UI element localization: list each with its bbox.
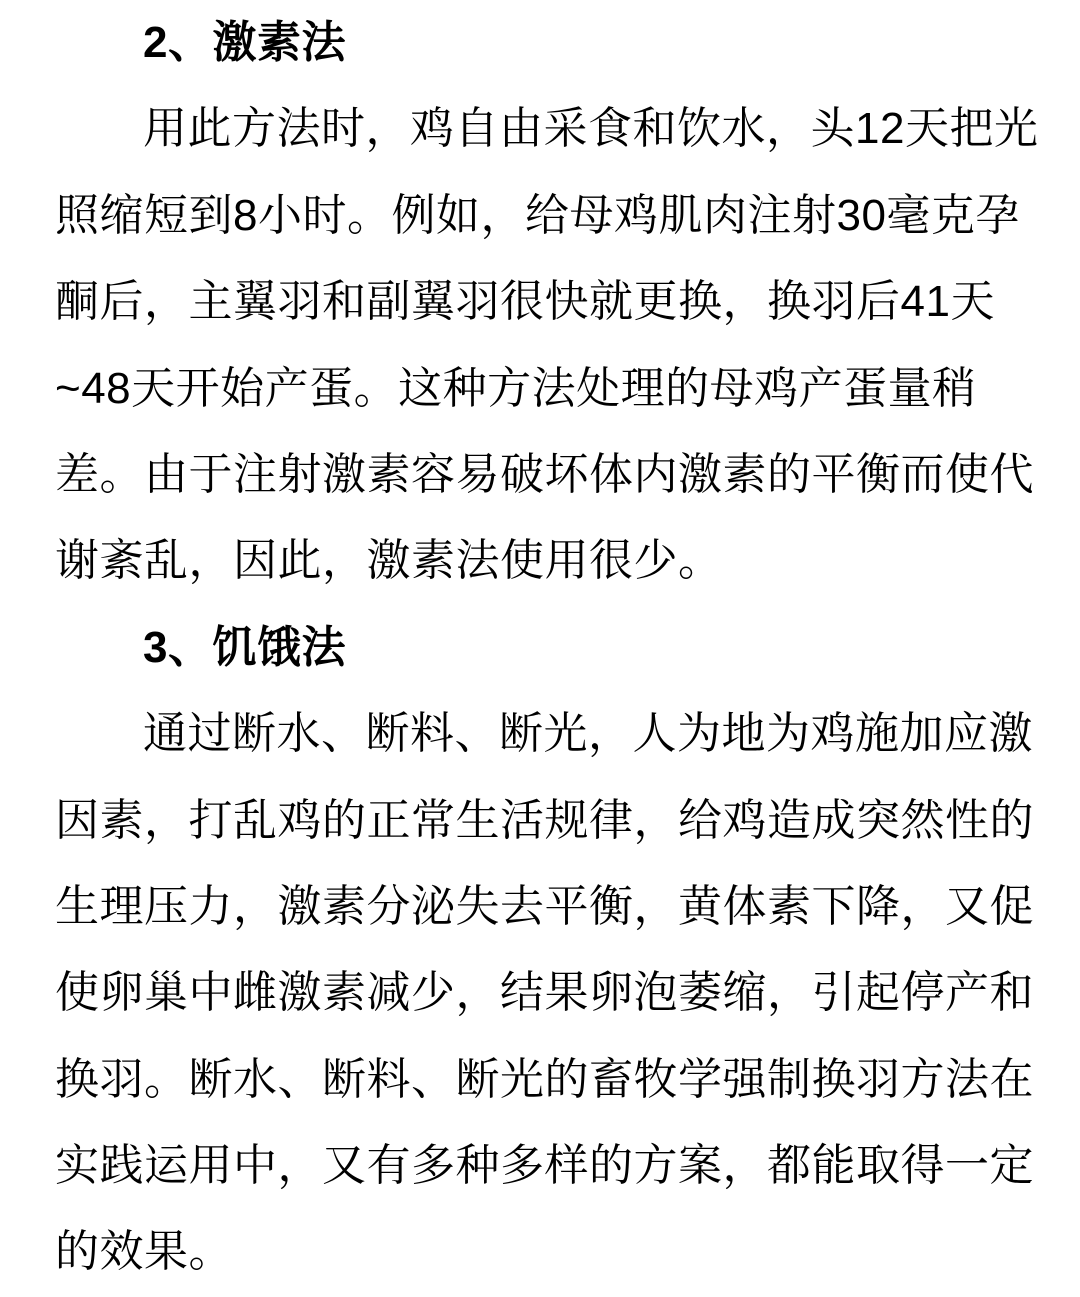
paragraph-hormone-line-4: ~48天开始产蛋。这种方法处理的母鸡产蛋量稍 (55, 363, 977, 413)
paragraph-hormone-line-6: 谢紊乱，因此，激素法使用很少。 (55, 536, 723, 586)
paragraph-starvation-line-2: 因素，打乱鸡的正常生活规律，给鸡造成突然性的 (55, 795, 1034, 845)
paragraph-hormone-line-5: 差。由于注射激素容易破坏体内激素的平衡而使代 (55, 449, 1034, 499)
section-heading-hormone-method: 2、激素法 (143, 18, 346, 67)
paragraph-starvation-line-3: 生理压力，激素分泌失去平衡，黄体素下降，又促 (55, 881, 1034, 931)
paragraph-starvation-line-5: 换羽。断水、断料、断光的畜牧学强制换羽方法在 (55, 1054, 1034, 1104)
paragraph-starvation-line-1: 通过断水、断料、断光，人为地为鸡施加应激 (143, 709, 1033, 759)
paragraph-hormone-line-3: 酮后，主翼羽和副翼羽很快就更换，换羽后41天 (55, 277, 995, 327)
paragraph-hormone-line-2: 照缩短到8小时。例如，给母鸡肌肉注射30毫克孕 (55, 190, 1020, 240)
paragraph-hormone-line-1: 用此方法时，鸡自由采食和饮水，头12天把光 (143, 104, 1039, 154)
paragraph-starvation-line-6: 实践运用中，又有多种多样的方案，都能取得一定 (55, 1141, 1034, 1191)
paragraph-starvation-line-4: 使卵巢中雌激素减少，结果卵泡萎缩，引起停产和 (55, 968, 1034, 1018)
paragraph-starvation-line-7: 的效果。 (55, 1227, 233, 1277)
section-heading-starvation-method: 3、饥饿法 (143, 622, 346, 672)
